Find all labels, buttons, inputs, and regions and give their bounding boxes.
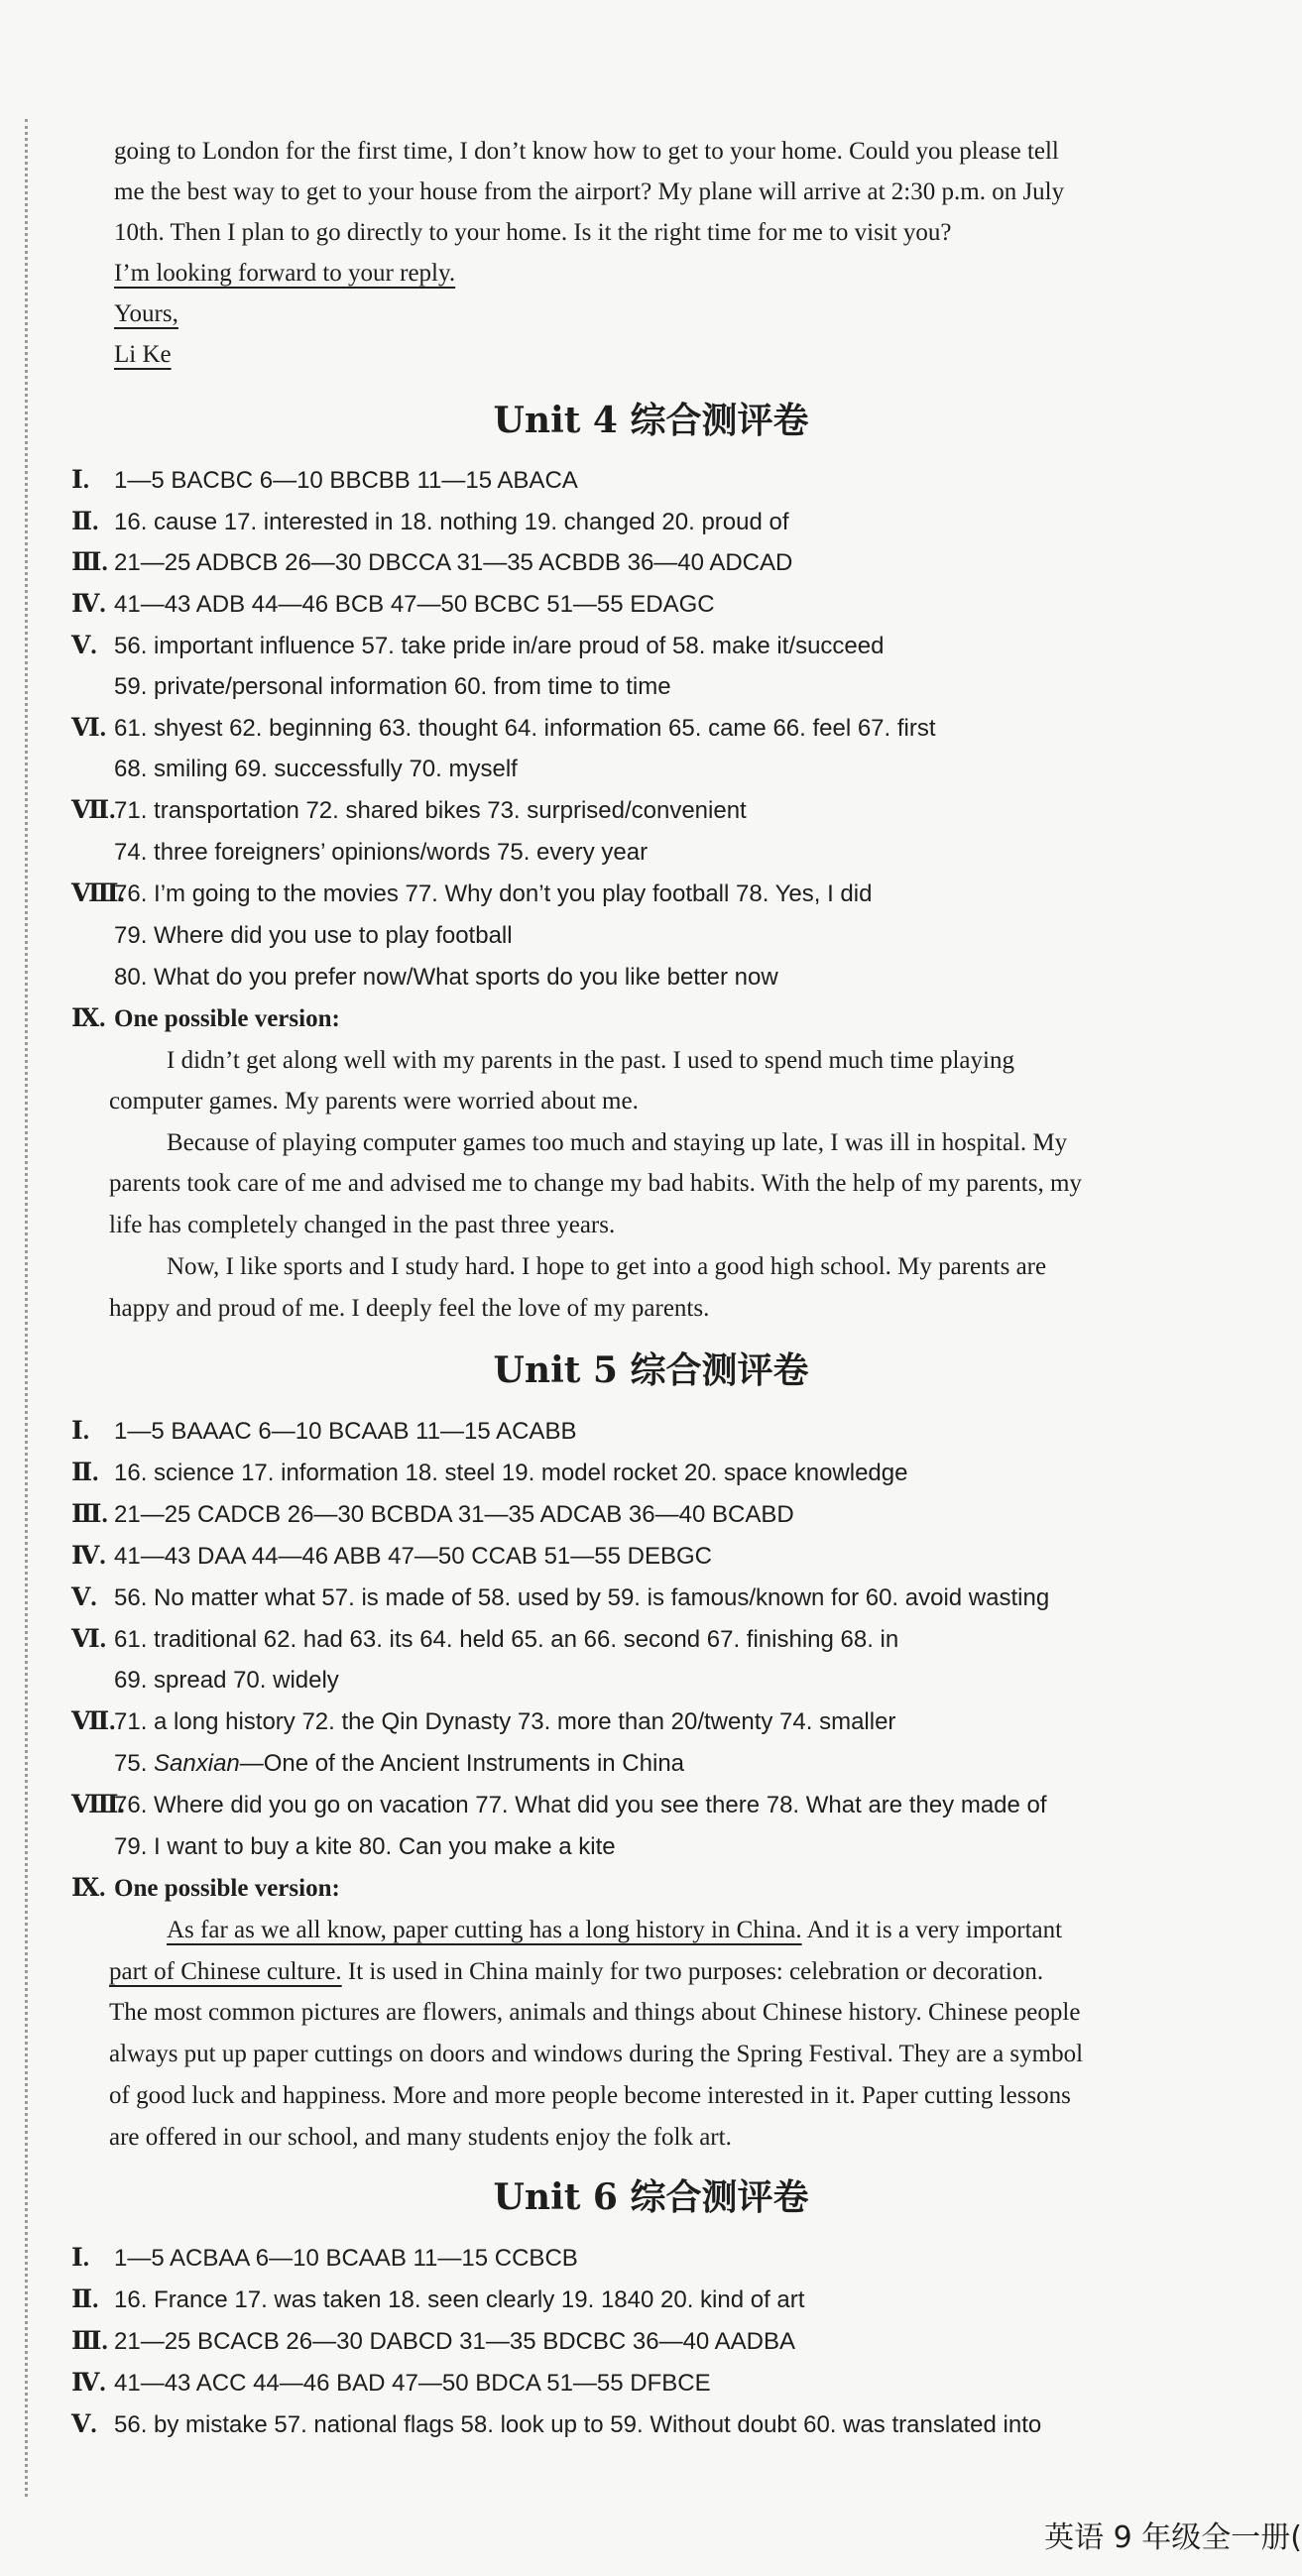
letter-line-3: 10th. Then I plan to go directly to your home. Is it the right time for me to visit you? xyxy=(114,219,952,246)
unit6-section-3: 21—25 BCACB 26—30 DABCD 31—35 BDCBC 36—40 AADBA xyxy=(114,2328,795,2355)
unit5-section-3: 21—25 CADCB 26—30 BCBDA 31—35 ADCAB 36—40 BCABD xyxy=(114,1501,794,1528)
unit4-section-7-label: Ⅶ. xyxy=(71,797,116,824)
unit4-section-6-label: Ⅵ. xyxy=(71,715,106,742)
unit5-section-8-line-2: 79. I want to buy a kite 80. Can you make a kite xyxy=(114,1833,616,1860)
unit5-essay-line-6: are offered in our school, and many students enjoy the folk art. xyxy=(109,2124,732,2151)
unit4-section-5-label: Ⅴ. xyxy=(71,633,97,659)
unit4-section-9-label: Ⅸ. xyxy=(71,1005,106,1032)
unit4-section-2-label: Ⅱ. xyxy=(71,509,99,535)
unit4-essay-line-4: parents took care of me and advised me to change my bad habits. With the help of my parents, my xyxy=(109,1170,1082,1197)
unit4-essay-line-7: happy and proud of me. I deeply feel the love of my parents. xyxy=(109,1295,710,1322)
unit4-section-7-line-2: 74. three foreigners’ opinions/words 75. every year xyxy=(114,839,649,866)
unit4-essay-line-1: I didn’t get along well with my parents in the past. I used to spend much time playing xyxy=(167,1047,1014,1074)
unit5-q75-sanxian: Sanxian xyxy=(154,1750,240,1777)
unit4-section-8-line-1: 76. I’m going to the movies 77. Why don’t you play football 78. Yes, I did xyxy=(114,880,873,907)
binding-dotted-line xyxy=(25,119,28,2497)
unit4-section-2: 16. cause 17. interested in 18. nothing 19. changed 20. proud of xyxy=(114,509,789,535)
unit6-section-2: 16. France 17. was taken 18. seen clearly 19. 1840 20. kind of art xyxy=(114,2286,805,2313)
unit5-section-1-label: Ⅰ. xyxy=(71,1418,89,1445)
unit5-section-2-label: Ⅱ. xyxy=(71,1460,99,1486)
unit5-section-4-label: Ⅳ. xyxy=(71,1543,106,1570)
unit5-section-6-label: Ⅵ. xyxy=(71,1626,106,1653)
unit5-section-2: 16. science 17. information 18. steel 19. model rocket 20. space knowledge xyxy=(114,1460,908,1486)
letter-line-2: me the best way to get to your house from the airport? My plane will arrive at 2:30 p.m. on July xyxy=(114,178,1065,205)
unit4-section-4-label: Ⅳ. xyxy=(71,591,106,618)
unit5-section-8-line-1: 76. Where did you go on vacation 77. What did you see there 78. What are they made of xyxy=(114,1792,1047,1818)
unit6-section-1: 1—5 ACBAA 6—10 BCAAB 11—15 CCBCB xyxy=(114,2245,578,2272)
unit5-essay-rest-2: It is used in China mainly for two purposes: celebration or decoration. xyxy=(341,1958,1044,1985)
unit6-section-3-label: Ⅲ. xyxy=(71,2328,108,2355)
unit5-section-5-label: Ⅴ. xyxy=(71,1584,97,1611)
unit5-section-3-label: Ⅲ. xyxy=(71,1501,108,1528)
unit5-essay-underlined-2: part of Chinese culture. xyxy=(109,1958,342,1985)
unit5-essay-line-3: The most common pictures are flowers, animals and things about Chinese history. Chinese people xyxy=(109,1999,1081,2026)
page-footer: 英语 9 年级全一册( xyxy=(1044,2520,1302,2555)
unit5-essay-rest-1: And it is a very important xyxy=(801,1917,1063,1943)
unit6-section-1-label: Ⅰ. xyxy=(71,2245,89,2272)
unit5-section-6-line-2: 69. spread 70. widely xyxy=(114,1667,339,1694)
unit5-section-5: 56. No matter what 57. is made of 58. used by 59. is famous/known for 60. avoid wasting xyxy=(114,1584,1050,1611)
unit6-section-2-label: Ⅱ. xyxy=(71,2286,99,2313)
unit4-section-3-label: Ⅲ. xyxy=(71,549,108,576)
unit6-section-5: 56. by mistake 57. national flags 58. look up to 59. Without doubt 60. was translated into xyxy=(114,2411,1042,2438)
unit4-essay-line-5: life has completely changed in the past three years. xyxy=(109,1212,616,1238)
unit5-section-6-line-1: 61. traditional 62. had 63. its 64. held 65. an 66. second 67. finishing 68. in xyxy=(114,1626,899,1653)
unit4-section-3: 21—25 ADBCB 26—30 DBCCA 31—35 ACBDB 36—40 ADCAD xyxy=(114,549,793,576)
letter-closing: I’m looking forward to your reply. xyxy=(114,260,456,287)
unit5-essay-line-5: of good luck and happiness. More and more people become interested in it. Paper cutting lessons xyxy=(109,2082,1071,2109)
unit4-section-5-line-1: 56. important influence 57. take pride in/are proud of 58. make it/succeed xyxy=(114,633,885,659)
unit6-section-4: 41—43 ACC 44—46 BAD 47—50 BDCA 51—55 DFBCE xyxy=(114,2370,711,2397)
unit4-section-6-line-1: 61. shyest 62. beginning 63. thought 64. information 65. came 66. feel 67. first xyxy=(114,715,936,742)
unit4-essay-line-6: Now, I like sports and I study hard. I hope to get into a good high school. My parents are xyxy=(167,1253,1047,1280)
unit4-section-4: 41—43 ADB 44—46 BCB 47—50 BCBC 51—55 EDAGC xyxy=(114,591,715,618)
unit5-essay-line-1 xyxy=(167,1914,1062,1947)
unit5-title: Unit 5 综合测评卷 xyxy=(493,1349,809,1391)
unit4-section-9-heading: One possible version: xyxy=(114,1005,340,1032)
unit5-essay-line-2 xyxy=(109,1955,1043,1989)
unit5-section-4: 41—43 DAA 44—46 ABB 47—50 CCAB 51—55 DEBGC xyxy=(114,1543,712,1570)
unit6-title: Unit 6 综合测评卷 xyxy=(493,2176,809,2218)
unit4-section-6-line-2: 68. smiling 69. successfully 70. myself xyxy=(114,756,518,782)
unit4-section-1-label: Ⅰ. xyxy=(71,467,89,494)
unit5-q75-rest: —One of the Ancient Instruments in China xyxy=(239,1750,685,1777)
unit4-section-8-line-2: 79. Where did you use to play football xyxy=(114,922,513,949)
letter-sign-off: Yours, xyxy=(114,300,178,327)
unit5-section-7-line-1: 71. a long history 72. the Qin Dynasty 73. more than 20/twenty 74. smaller xyxy=(114,1708,896,1735)
unit4-section-8-line-3: 80. What do you prefer now/What sports do you like better now xyxy=(114,964,778,991)
unit4-section-1: 1—5 BACBC 6—10 BBCBB 11—15 ABACA xyxy=(114,467,578,494)
unit5-section-1: 1—5 BAAAC 6—10 BCAAB 11—15 ACABB xyxy=(114,1418,577,1445)
unit5-section-8-label: Ⅷ. xyxy=(71,1792,125,1818)
letter-line-1: going to London for the first time, I don’t know how to get to your home. Could you please tell xyxy=(114,138,1059,165)
unit5-section-9-heading: One possible version: xyxy=(114,1875,340,1902)
unit5-essay-line-4: always put up paper cuttings on doors and windows during the Spring Festival. They are a symbol xyxy=(109,2041,1084,2067)
unit5-section-7-label: Ⅶ. xyxy=(71,1708,116,1735)
unit4-title: Unit 4 综合测评卷 xyxy=(493,400,809,441)
unit4-section-7-line-1: 71. transportation 72. shared bikes 73. surprised/convenient xyxy=(114,797,747,824)
unit4-section-8-label: Ⅷ. xyxy=(71,880,125,907)
unit5-section-7-line-2 xyxy=(114,1747,684,1781)
unit6-section-5-label: Ⅴ. xyxy=(71,2411,97,2438)
unit4-section-5-line-2: 59. private/personal information 60. from time to time xyxy=(114,673,671,700)
unit5-section-9-label: Ⅸ. xyxy=(71,1875,106,1902)
letter-name: Li Ke xyxy=(114,341,172,368)
unit4-essay-line-3: Because of playing computer games too much and staying up late, I was ill in hospital. My xyxy=(167,1129,1068,1156)
unit6-section-4-label: Ⅳ. xyxy=(71,2370,106,2397)
unit5-essay-underlined-1: As far as we all know, paper cutting has a long history in China. xyxy=(167,1917,802,1943)
unit4-essay-line-2: computer games. My parents were worried about me. xyxy=(109,1088,639,1114)
unit5-q75-number: 75. xyxy=(114,1750,155,1777)
